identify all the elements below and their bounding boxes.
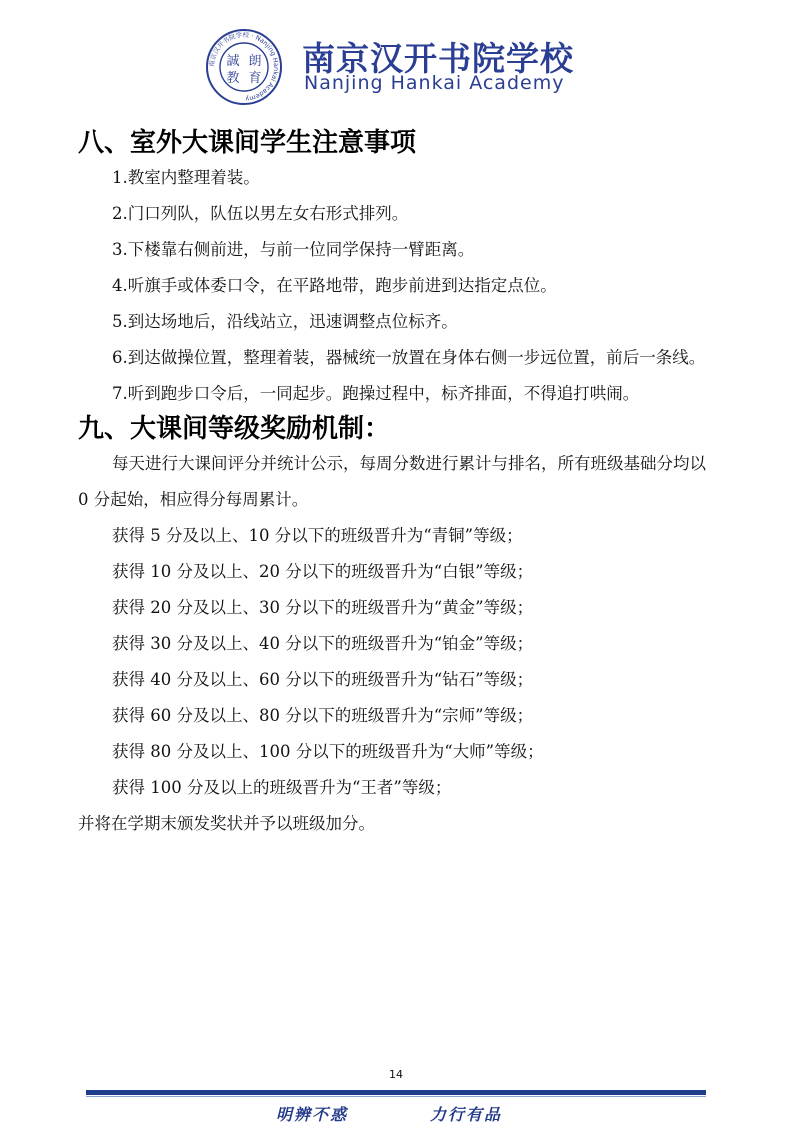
rule-item: 6.到达做操位置，整理着装，器械统一放置在身体右侧一步远位置，前后一条线。 (112, 348, 706, 367)
motto-left: 明辨不惑 (276, 1105, 349, 1124)
footer-divider-thin (86, 1096, 706, 1097)
seal-char: 教 (226, 71, 240, 86)
seal-char: 育 (248, 71, 262, 86)
level-item: 获得 5 分及以上、10 分以下的班级晋升为“青铜”等级； (112, 526, 523, 545)
rule-item: 3.下楼靠右侧前进，与前一位同学保持一臂距离。 (112, 240, 475, 259)
closing-paragraph: 并将在学期末颁发奖状并予以班级加分。 (78, 814, 375, 833)
rule-item: 1.教室内整理着装。 (112, 168, 260, 187)
page-header (205, 28, 605, 108)
section-heading: 九、大课间等级奖励机制： (78, 414, 391, 444)
level-item: 获得 20 分及以上、30 分以下的班级晋升为“黄金”等级； (112, 598, 534, 617)
motto-right: 力行有品 (430, 1105, 503, 1124)
level-item: 获得 80 分及以上、100 分以下的班级晋升为“大师”等级； (112, 742, 544, 761)
seal-char: 誠 (226, 54, 240, 69)
school-seal-icon (205, 28, 283, 106)
intro-paragraph: 每天进行大课间评分并统计公示，每周分数进行累计与排名，所有班级基础分均以 0 分起始，相应得分每周累计。 (78, 454, 706, 509)
rule-item: 4.听旗手或体委口令，在平路地带，跑步前进到达指定点位。 (112, 276, 557, 295)
level-item: 获得 30 分及以上、40 分以下的班级晋升为“铂金”等级； (112, 634, 534, 653)
document-body (78, 126, 718, 842)
school-name-en: Nanjing Hankai Academy (304, 72, 565, 94)
page-number: 14 (389, 1068, 403, 1081)
school-name-cn: 南京汉开书院学校 (302, 39, 574, 78)
footer-divider (86, 1090, 706, 1095)
level-item: 获得 100 分及以上的班级晋升为“王者”等级； (112, 778, 452, 797)
seal-char: 朗 (248, 54, 262, 69)
level-item: 获得 60 分及以上、80 分以下的班级晋升为“宗师”等级； (112, 706, 534, 725)
level-item: 获得 10 分及以上、20 分以下的班级晋升为“白银”等级； (112, 562, 534, 581)
rule-item: 2.门口列队，队伍以男左女右形式排列。 (112, 204, 409, 223)
seal-ring-text: 南京汉开书院学校 · Nanjing Hankai Academy (207, 30, 281, 104)
level-item: 获得 40 分及以上、60 分以下的班级晋升为“钻石”等级； (112, 670, 534, 689)
rule-item: 7.听到跑步口令后，一同起步。跑操过程中，标齐排面，不得追打哄闹。 (112, 384, 640, 403)
section-heading: 八、室外大课间学生注意事项 (78, 128, 417, 158)
rule-item: 5.到达场地后，沿线站立，迅速调整点位标齐。 (112, 312, 458, 331)
